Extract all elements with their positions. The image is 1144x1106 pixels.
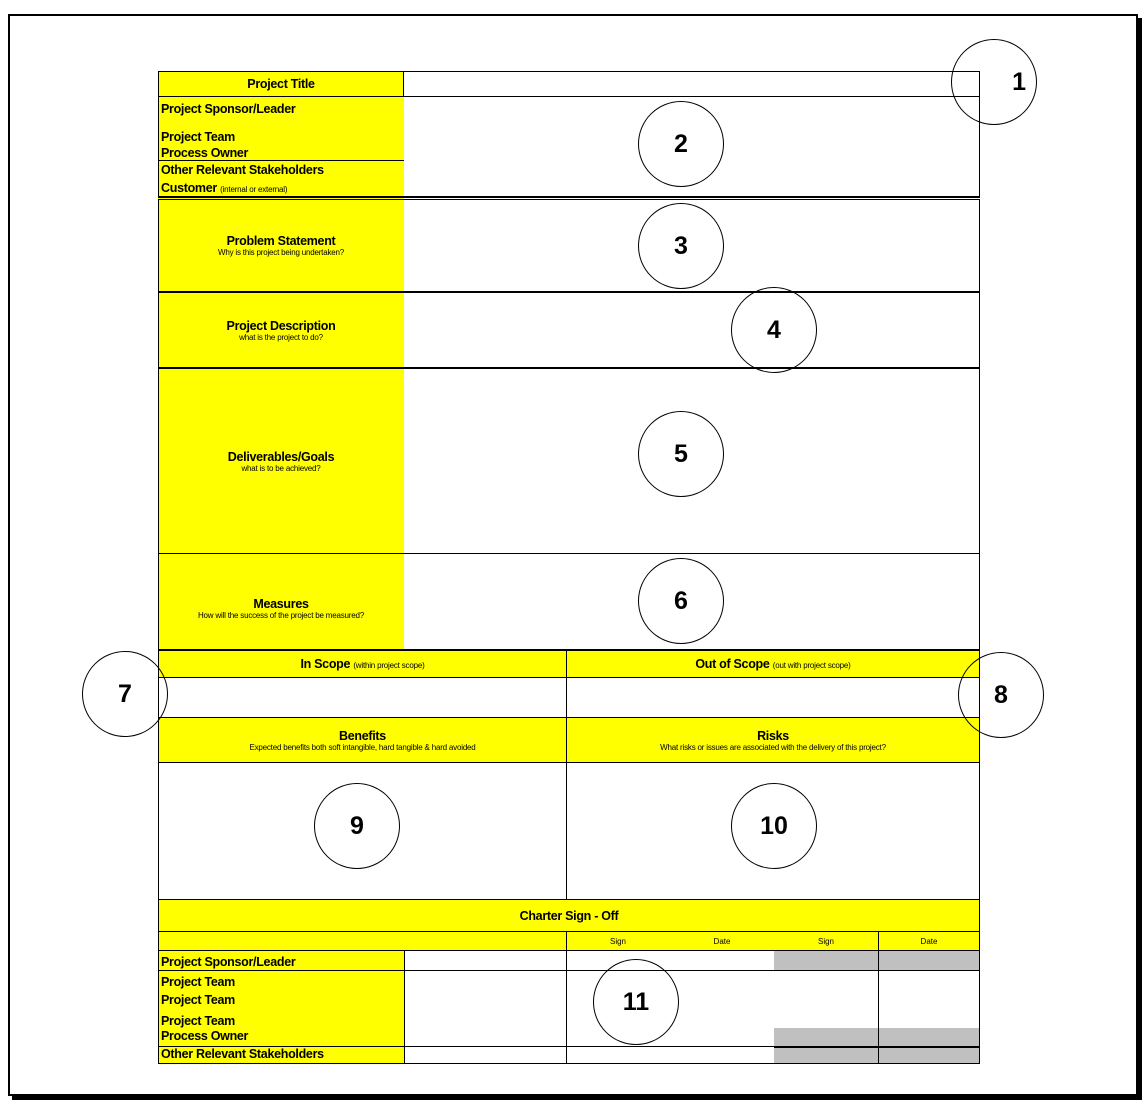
out-scope-field[interactable]: [566, 677, 980, 718]
signoff-row-sponsor: Project Sponsor/Leader: [161, 955, 296, 969]
signoff-col-sign-2: Sign: [817, 936, 834, 946]
callout-3: 3: [638, 203, 724, 289]
process-owner-label: Process Owner: [161, 146, 249, 160]
callout-2: 2: [638, 101, 724, 187]
description-field[interactable]: [404, 293, 979, 367]
project-title-field[interactable]: [403, 71, 980, 97]
signoff-row-team-1: Project Team: [161, 975, 235, 989]
team-label: Project Team: [161, 130, 235, 144]
signoff-row-stakeholders: Other Relevant Stakeholders: [161, 1047, 324, 1061]
callout-6: 6: [638, 558, 724, 644]
signoff-row-process-owner: Process Owner: [161, 1029, 249, 1043]
callout-8: 8: [958, 652, 1044, 738]
project-title-label: Project Title: [158, 71, 404, 97]
benefits-header: Benefits Expected benefits both soft intangible, hard tangible & hard avoided: [158, 717, 567, 763]
callout-4: 4: [731, 287, 817, 373]
callout-10: 10: [731, 783, 817, 869]
callout-9: 9: [314, 783, 400, 869]
in-scope-field[interactable]: [158, 677, 567, 718]
signoff-row-team-3: Project Team: [161, 1014, 235, 1028]
in-scope-header: In Scope (within project scope): [158, 650, 567, 678]
signoff-col-date-1: Date: [713, 936, 731, 946]
signoff-grey-top: [774, 951, 979, 970]
signoff-title: Charter Sign - Off: [158, 899, 980, 932]
risks-header: Risks What risks or issues are associated with the delivery of this project?: [566, 717, 980, 763]
deliverables-label: Deliverables/Goals what is to be achieved?: [227, 449, 335, 473]
callout-7: 7: [82, 651, 168, 737]
description-label: Project Description what is the project to do?: [226, 318, 336, 342]
problem-label: Problem Statement Why is this project being undertaken?: [217, 234, 344, 257]
measures-label: Measures How will the success of the project be measured?: [197, 596, 365, 620]
callout-1: 1: [951, 39, 1037, 125]
customer-label: Customer (internal or external): [161, 181, 288, 195]
callout-11: 11: [593, 959, 679, 1045]
callout-5: 5: [638, 411, 724, 497]
sponsor-label: Project Sponsor/Leader: [161, 102, 296, 116]
signoff-col-date-2: Date: [920, 936, 938, 946]
signoff-col-sign-1: Sign: [609, 936, 626, 946]
signoff-row-team-2: Project Team: [161, 993, 235, 1007]
stakeholders-label: Other Relevant Stakeholders: [161, 163, 324, 177]
out-scope-header: Out of Scope (out with project scope): [566, 650, 980, 678]
